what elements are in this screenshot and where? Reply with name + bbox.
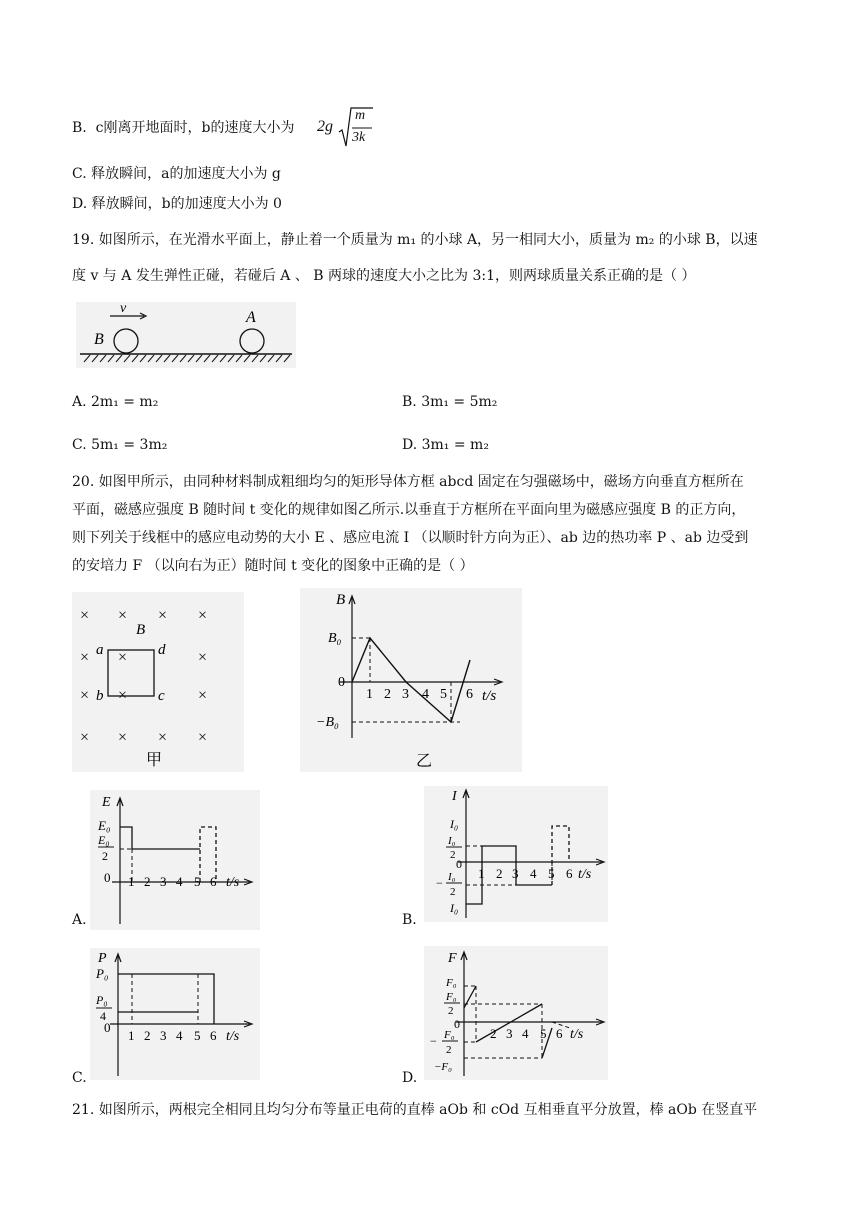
tick-5: 5	[440, 687, 447, 702]
f-segment-1	[464, 986, 476, 1008]
ball-a	[240, 329, 264, 353]
caption-yi: 乙	[416, 753, 433, 770]
y-axis-label: E	[102, 795, 111, 810]
option-d-label: D.	[402, 1070, 418, 1086]
option-label: B.	[72, 120, 87, 136]
tick-zero: 0	[104, 870, 111, 885]
tick-2: 2	[384, 687, 391, 702]
tick-5: 5	[540, 1026, 547, 1041]
tick-zero: 0	[338, 675, 345, 690]
q20-stem-line3: 则下列关于线框中的感应电动势的大小 E 、感应电流 I （以顺时针方向为正）、ab 边的热功率 P 、ab 边受到	[72, 530, 749, 546]
tick-6: 6	[566, 866, 573, 881]
tick-5: 5	[194, 874, 201, 889]
tick-6: 6	[556, 1026, 563, 1041]
x-axis-label: t/s	[570, 1027, 584, 1042]
tick-p0: P₀	[96, 966, 109, 981]
svg-text:×: ×	[80, 687, 90, 704]
y-axis-label: I	[452, 789, 457, 804]
figure-jia	[72, 592, 244, 772]
svg-text:×: ×	[80, 729, 90, 746]
svg-text:×: ×	[198, 649, 208, 666]
tick-2: 2	[490, 1026, 497, 1041]
y-axis-label: B	[336, 592, 346, 608]
figure-yi	[300, 588, 522, 772]
tick-2: 2	[144, 1028, 151, 1043]
label-a: a	[96, 642, 104, 658]
tick-neg-half-num: I₀	[448, 871, 456, 883]
svg-text:×: ×	[198, 687, 208, 704]
label-c: c	[158, 688, 165, 704]
label-v: v	[120, 302, 127, 316]
tick-half-den: 2	[102, 849, 108, 863]
q20-stem-line2: 平面，磁感应强度 B 随时间 t 变化的规律如图乙所示.以垂直于方框所在平面向里为磁感应强度 B 的正方向，	[72, 502, 746, 518]
tick-3: 3	[160, 1028, 167, 1043]
tick-1: 1	[478, 866, 485, 881]
svg-text:×: ×	[198, 607, 208, 624]
tick-4: 4	[530, 866, 537, 881]
tick-2: 2	[496, 866, 503, 881]
minus-sign: −	[436, 876, 443, 890]
tick-3: 3	[160, 874, 167, 889]
label-B: B	[136, 622, 146, 638]
graph-a	[90, 790, 260, 930]
option-text: c刚离开地面时，b的速度大小为	[95, 120, 295, 136]
formula-prefix: 2g	[317, 118, 333, 135]
graph-c	[90, 948, 260, 1080]
q19-option-c: C. 5m₁ = 3m₂	[72, 437, 168, 453]
q18-option-c: C. 释放瞬间，a的加速度大小为 g	[72, 166, 281, 182]
tick-b0: B₀	[328, 631, 342, 646]
fraction-denominator: 3k	[352, 130, 366, 145]
q19-figure	[76, 302, 296, 368]
q19-stem-line1: 19. 如图所示，在光滑水平面上，静止着一个质量为 m₁ 的小球 A，另一相同大小，质量为 m₂ 的小球 B，以速	[72, 232, 758, 248]
label-b: b	[96, 688, 104, 704]
tick-2: 2	[144, 874, 151, 889]
x-axis-label: t/s	[226, 875, 240, 890]
tick-half-num: I₀	[448, 835, 456, 847]
ball-b	[114, 329, 138, 353]
option-b-label: B.	[402, 912, 417, 928]
tick-neg-half-den: 2	[446, 1044, 452, 1056]
svg-text:×: ×	[118, 607, 128, 624]
tick-neg-half-num: F₀	[444, 1029, 455, 1041]
tick-e0: E₀	[98, 818, 111, 833]
svg-text:×: ×	[80, 649, 90, 666]
tick-1: 1	[366, 687, 373, 702]
svg-text:×: ×	[118, 687, 128, 704]
q21-stem-line1: 21. 如图所示，两根完全相同且均匀分布等量正电荷的直棒 aOb 和 cOd 互相垂直平分放置，棒 aOb 在竖直平	[72, 1102, 758, 1118]
tick-5: 5	[194, 1028, 201, 1043]
q19-stem-line2: 度 v 与 A 发生弹性正碰，若碰后 A 、 B 两球的速度大小之比为 3:1，则两球质量关系正确的是（ ）	[72, 268, 696, 284]
tick-3: 3	[512, 866, 519, 881]
tick-4: 4	[422, 687, 429, 702]
tick-3: 3	[402, 687, 409, 702]
q19-option-d: D. 3m₁ = m₂	[402, 437, 489, 453]
x-axis-label: t/s	[578, 867, 592, 882]
fraction-numerator: m	[355, 108, 366, 123]
tick-i0: I₀	[450, 817, 459, 831]
minus-sign: −	[430, 1034, 437, 1048]
caption-jia: 甲	[146, 752, 163, 769]
q18-option-d: D. 释放瞬间，b的加速度大小为 0	[72, 196, 282, 212]
tick-4: 4	[176, 874, 183, 889]
tick-1: 1	[128, 874, 135, 889]
q20-stem-line1: 20. 如图甲所示，由同种材料制成粗细均匀的矩形导体方框 abcd 固定在匀强磁场中，磁场方向垂直方框所在	[72, 474, 744, 490]
tick-half-den: 2	[448, 1005, 454, 1017]
svg-text:×: ×	[118, 649, 128, 666]
tick-neg-i0: I₀	[450, 901, 459, 915]
e-curve	[120, 827, 200, 849]
tick-half-den: 2	[450, 849, 456, 861]
tick-6: 6	[210, 874, 217, 889]
label-b: B	[94, 331, 104, 348]
label-d: d	[158, 642, 166, 658]
tick-zero: 0	[456, 857, 462, 871]
x-axis-label: t/s	[226, 1029, 240, 1044]
svg-text:×: ×	[80, 607, 90, 624]
option-c-label: C.	[72, 1070, 87, 1086]
tick-quarter-num: P₀	[96, 993, 108, 1007]
svg-text:×: ×	[158, 729, 168, 746]
tick-f0: F₀	[446, 977, 457, 989]
label-a: A	[246, 309, 256, 326]
tick-quarter-den: 4	[100, 1009, 106, 1023]
tick-neg-f0: −F₀	[434, 1061, 452, 1073]
svg-text:×: ×	[198, 729, 208, 746]
tick-5: 5	[548, 866, 555, 881]
graph-d	[424, 946, 608, 1080]
frame-abcd	[108, 650, 154, 696]
tick-half-num: F₀	[446, 991, 457, 1003]
radical-sign	[317, 104, 377, 152]
tick-1: 1	[128, 1028, 135, 1043]
graph-b	[424, 786, 608, 922]
q19-option-a: A. 2m₁ = m₂	[72, 394, 159, 410]
tick-6: 6	[210, 1028, 217, 1043]
tick-zero: 0	[454, 1017, 460, 1031]
y-axis-label: F	[448, 951, 457, 966]
q19-option-b: B. 3m₁ = 5m₂	[402, 394, 498, 410]
y-axis-label: P	[98, 951, 107, 966]
x-axis-label: t/s	[482, 688, 497, 704]
tick-3: 3	[506, 1026, 513, 1041]
svg-text:×: ×	[158, 607, 168, 624]
tick-half-num: E₀	[98, 833, 110, 847]
q18-option-b	[72, 118, 294, 138]
tick-zero: 0	[104, 1020, 111, 1035]
tick-neg-half-den: 2	[450, 886, 456, 898]
tick-4: 4	[522, 1026, 529, 1041]
q20-stem-line4: 的安培力 F （以向右为正）随时间 t 变化的图象中正确的是（ ）	[72, 558, 474, 574]
tick-6: 6	[466, 687, 473, 702]
svg-text:×: ×	[118, 729, 128, 746]
option-a-label: A.	[72, 912, 87, 928]
tick-4: 4	[176, 1028, 183, 1043]
tick-neg-b0: −B₀	[316, 715, 339, 730]
q18-option-b-formula	[317, 104, 377, 152]
